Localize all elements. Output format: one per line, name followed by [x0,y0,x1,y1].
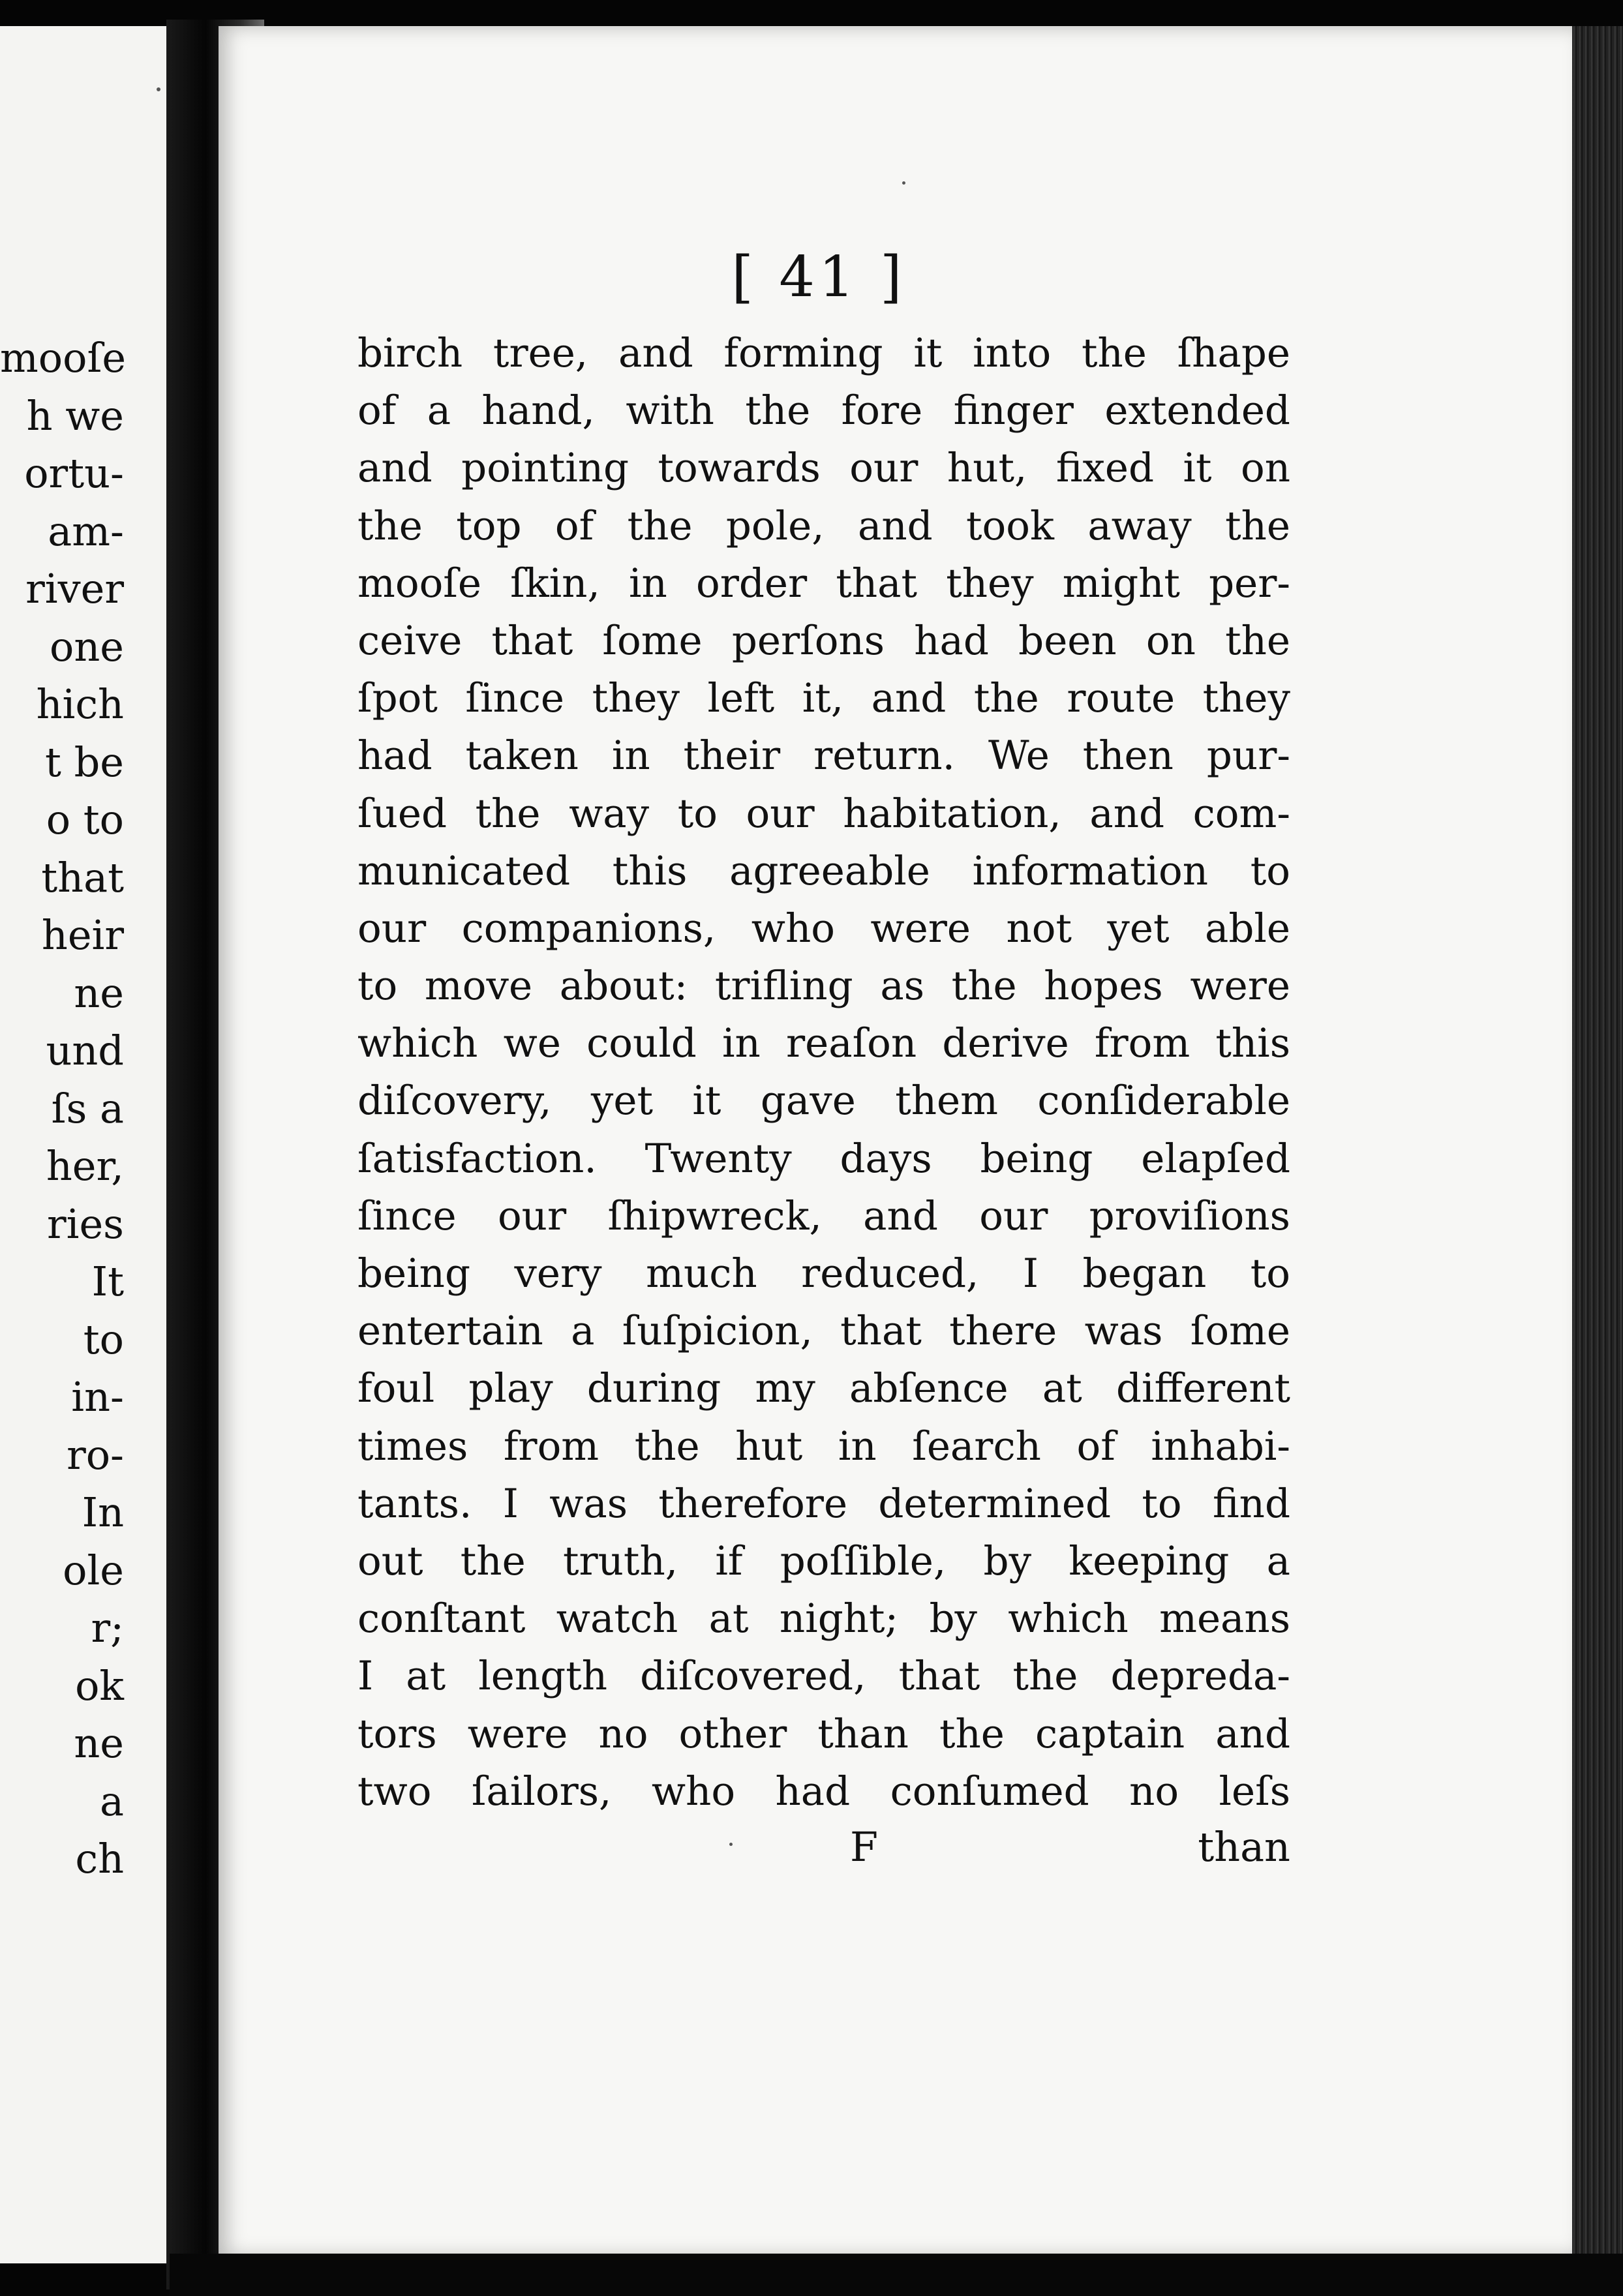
ink-speck [157,87,160,91]
facing-page-line: ole [63,1546,124,1594]
facing-page [0,26,183,2263]
text-line: conſtant watch at night; by which means [357,1595,1290,1642]
scan-border [170,2254,1623,2296]
facing-page-line: h we [26,391,124,440]
facing-page-line: in- [71,1373,124,1421]
facing-page-line: mooſe [0,334,127,382]
text-line: birch tree, and forming it into the ſhape [357,330,1290,376]
text-line: had taken in their return. We then pur- [357,733,1290,779]
facing-page-line: a [100,1777,124,1825]
text-line: ceive that ſome perſons had been on the [357,617,1290,664]
ink-speck [902,181,905,185]
text-line: tors were no other than the captain and [357,1710,1290,1757]
text-line: entertain a ſuſpicion, that there was ſome [357,1308,1290,1355]
facing-page-line: In [82,1488,124,1536]
text-line: ſatisfaction. Twenty days being elapſed [357,1135,1290,1182]
text-line: diſcovery, yet it gave them conſiderable [357,1078,1290,1125]
page-body-text [357,325,1290,1820]
text-line: tants. I was therefore determined to find [357,1480,1290,1527]
facing-page-line: one [50,622,124,671]
signature-mark: F [850,1823,879,1871]
text-line: the top of the pole, and took away the [357,502,1290,549]
facing-page-line: that [41,853,124,901]
text-line: out the truth, if poſſible, by keeping a [357,1537,1290,1584]
text-line: two ſailors, who had conſumed no leſs [357,1768,1290,1815]
text-line: being very much reduced, I began to [357,1250,1290,1297]
facing-page-line: ortu- [24,449,124,497]
text-line: of a hand, with the fore finger extended [357,387,1290,434]
text-line: ſpot ſince they left it, and the route they [357,675,1290,722]
facing-page-line: ro- [67,1430,124,1479]
facing-page-line: to [83,1315,124,1363]
facing-page-line: und [46,1027,124,1074]
facing-page-line: her, [46,1142,124,1190]
facing-page-line: river [25,565,124,612]
text-line: foul play during my abſence at different [357,1365,1290,1412]
text-line: municated this agreeable information to [357,847,1290,894]
text-line: times from the hut in ſearch of inhabi- [357,1423,1290,1470]
facing-page-line: heir [41,911,124,959]
text-line: and pointing towards our hut, fixed it on [357,445,1290,492]
text-line: mooſe ſkin, in order that they might per- [357,560,1290,607]
text-line: ſince our ſhipwreck, and our proviſions [357,1192,1290,1239]
text-line: to move about: trifling as the hopes were [357,963,1290,1010]
page-footer [357,1823,1290,1882]
facing-page-line: ch [75,1835,124,1882]
catchword: than [1198,1823,1290,1871]
facing-page-line: hich [36,680,124,728]
facing-page-line: ne [74,1719,124,1767]
facing-page-line: ne [74,969,124,1017]
page-number-header: [ 41 ] [731,245,906,310]
facing-page-line: ſs a [51,1084,124,1132]
facing-page-line: t be [44,738,124,786]
facing-page-text [0,329,183,1888]
text-line: ſued the way to our habitation, and com- [357,790,1290,837]
text-line: which we could in reaſon derive from this [357,1020,1290,1067]
page-edges [1572,26,1623,2296]
text-line: our companions, who were not yet able [357,905,1290,952]
facing-page-line: am- [48,507,124,555]
facing-page-line: o to [46,796,124,843]
text-line: I at length diſcovered, that the depreda- [357,1653,1290,1700]
facing-page-line: ries [47,1200,124,1248]
facing-page-line: ok [75,1661,124,1710]
facing-page-line: It [91,1258,124,1305]
ink-speck [729,1843,733,1846]
facing-page-line: r; [91,1604,124,1652]
